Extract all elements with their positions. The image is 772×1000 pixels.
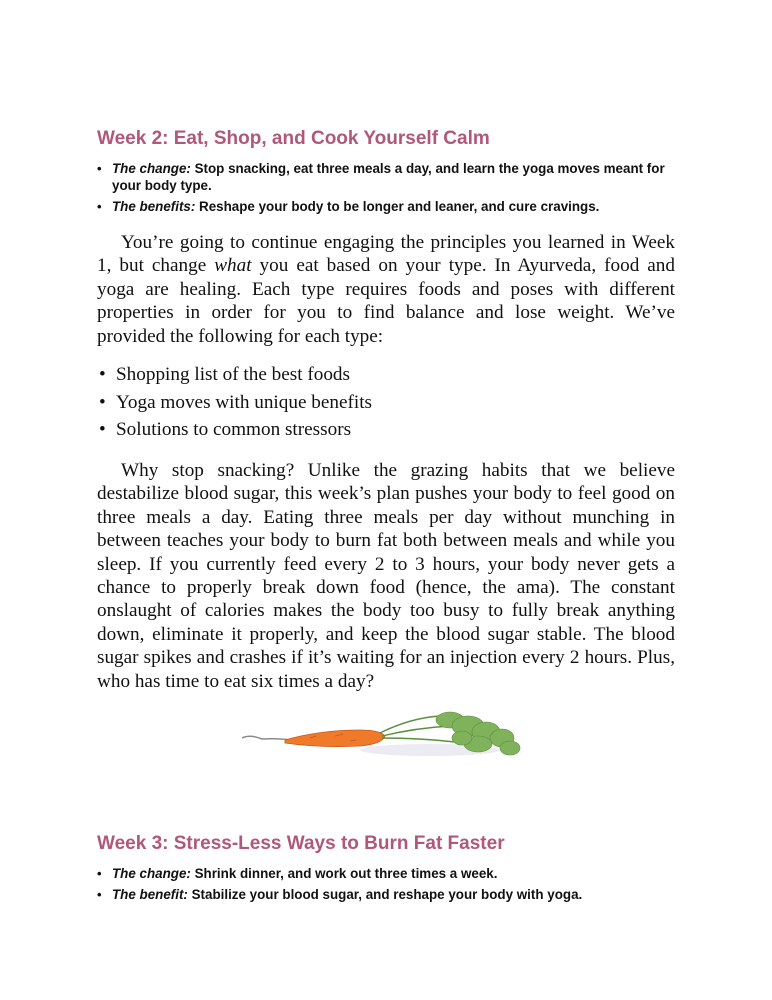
carrot-body	[285, 730, 385, 747]
bullet-text: Reshape your body to be longer and leaner, and cure cravings.	[195, 199, 600, 214]
week2-heading: Week 2: Eat, Shop, and Cook Yourself Calm	[97, 128, 490, 149]
provided-items-list	[97, 363, 372, 446]
bullet-text: Stop snacking, eat three meals a day, and learn the yoga moves meant for your body type.	[112, 161, 665, 193]
paragraph-text: You’re going to continue engaging the principles you learned in Week 1, but change	[97, 232, 675, 277]
list-item	[97, 886, 687, 903]
paragraph-text: you eat based on your type. In Ayurveda, food and yoga are healing. Each type requires foods and poses with different properties in order for you to find balance and lose weight. We’ve provided the following for each type:	[97, 255, 675, 347]
list-item	[97, 198, 687, 215]
bullet-key: The benefit:	[112, 887, 188, 902]
snacking-paragraph: Why stop snacking? Unlike the grazing habits that we believe destabilize blood sugar, this week’s plan pushes your body to feel good on three meals a day. Eating three meals per day without munching in between teaches your body to burn fat both between meals and while you sleep. If you currently feed every 2 to 3 hours, your body never gets a chance to properly break down food (hence, the ama). The constant onslaught of calories makes the body too busy to fully break anything down, eliminate it properly, and keep the blood sugar stable. The blood sugar spikes and crashes if it’s waiting for an injection every 2 hours. Plus, who has time to eat six times a day?	[97, 460, 675, 692]
week3-summary-list	[97, 865, 687, 907]
bullet-key: The benefits:	[112, 199, 196, 214]
bullet-key: The change:	[112, 161, 191, 176]
carrot-illustration-icon	[240, 708, 530, 766]
list-item: • Solutions to common stressors	[97, 418, 372, 441]
list-item: • Shopping list of the best foods	[97, 363, 372, 386]
bullet-text: Stabilize your blood sugar, and reshape your body with yoga.	[187, 887, 583, 902]
intro-paragraph	[97, 231, 675, 348]
week3-heading: Week 3: Stress-Less Ways to Burn Fat Faster	[97, 833, 505, 854]
bullet-key: The change:	[112, 866, 191, 881]
emphasis-text: what	[214, 255, 252, 277]
list-item: • Yoga moves with unique benefits	[97, 391, 372, 414]
list-item	[97, 160, 687, 194]
week2-summary-list	[97, 160, 687, 219]
bullet-text: Shrink dinner, and work out three times a week.	[190, 866, 498, 881]
list-item	[97, 865, 687, 882]
